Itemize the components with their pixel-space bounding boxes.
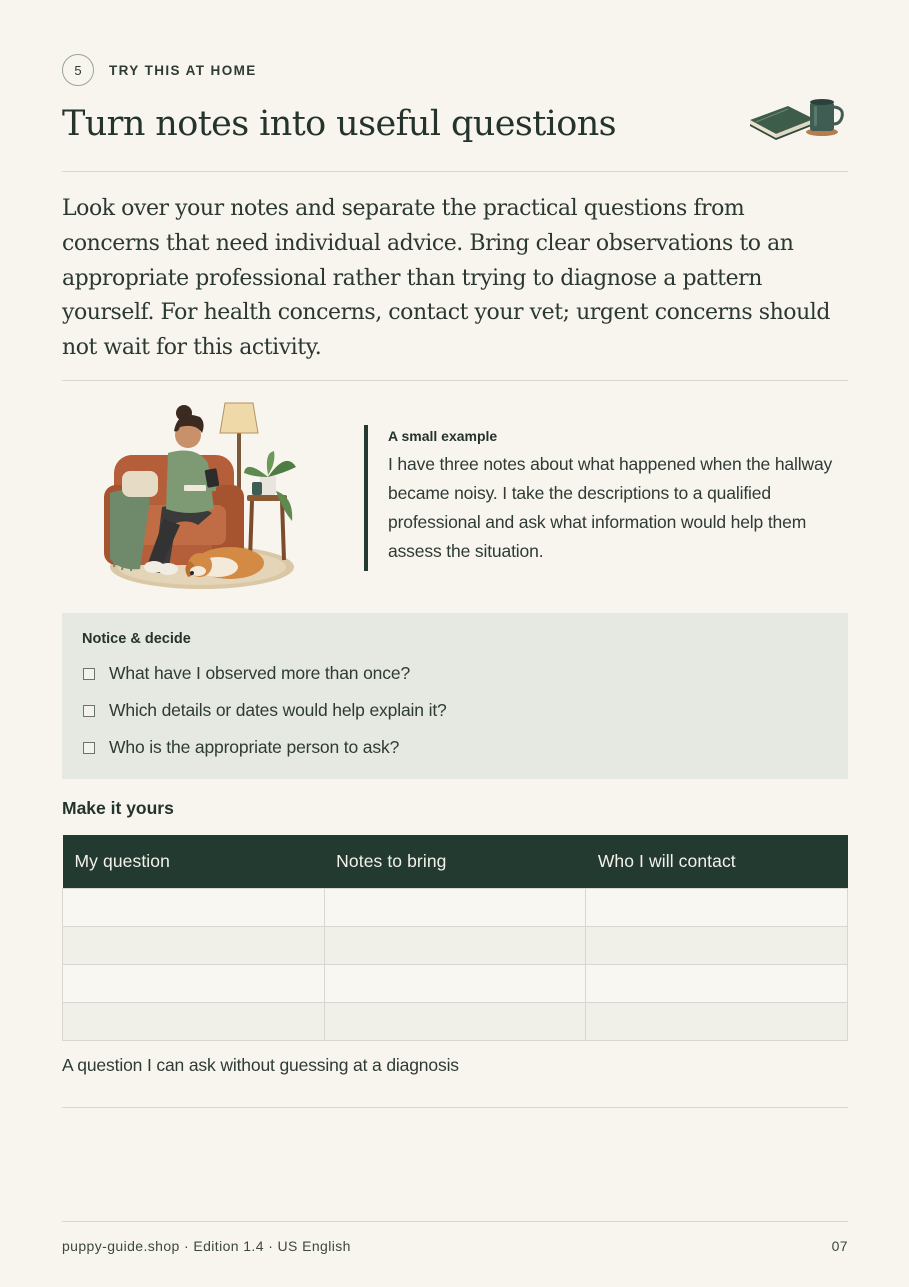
book-and-mug-icon [748,92,848,142]
table-cell[interactable] [586,965,848,1003]
notice-title: Notice & decide [82,631,191,647]
intro-paragraph: Look over your notes and separate the practical questions from concerns that need individual advice. Bring clear observations to an appropriate professional rather than trying to diagnose a pattern yourself. For health concerns, contact your vet; urgent concerns should not wait for this activity. [62,196,831,361]
table-cell[interactable] [324,1003,586,1041]
example-callout [364,425,834,571]
checkbox[interactable] [83,668,95,680]
table-cell[interactable] [586,927,848,965]
checkbox[interactable] [83,705,95,717]
example-title: A small example [388,428,498,444]
table-row [63,889,848,927]
footer-divider [62,1221,848,1222]
page-number: 07 [831,1238,848,1254]
checklist-item-label: Who is the appropriate person to ask? [109,737,400,757]
planning-table [62,835,848,1041]
checklist-item[interactable] [82,692,828,729]
section-header [62,54,257,86]
table-cell[interactable] [63,889,325,927]
column-header-question: My question [63,835,325,889]
table-cell[interactable] [63,927,325,965]
checklist-item[interactable] [82,655,828,692]
divider [62,171,848,172]
table-row [63,965,848,1003]
footer-source: puppy-guide.shop · Edition 1.4 · US English [62,1238,351,1254]
table-caption: A question I can ask without guessing at a diagnosis [62,1055,459,1075]
section-label: TRY THIS AT HOME [109,62,257,78]
table-cell[interactable] [324,927,586,965]
example-body: I have three notes about what happened when the hallway became noisy. I take the descriptions to a qualified professional and ask what information would help them assess the situation. [388,454,833,561]
table-cell[interactable] [586,1003,848,1041]
table-cell[interactable] [324,889,586,927]
table-cell[interactable] [63,965,325,1003]
table-cell[interactable] [63,1003,325,1041]
column-header-notes: Notes to bring [324,835,586,889]
worksheet-page [62,0,848,1287]
woman-reading-with-dog-illustration [102,395,302,600]
divider [62,1107,848,1108]
checkbox[interactable] [83,742,95,754]
table-header-row [63,835,848,889]
notice-panel [62,613,848,779]
step-number-badge: 5 [62,54,94,86]
make-it-yours-title: Make it yours [62,798,174,818]
checklist-item-label: What have I observed more than once? [109,663,411,683]
divider [62,380,848,381]
checklist-item-label: Which details or dates would help explain it? [109,700,447,720]
checklist-item[interactable] [82,729,828,766]
page-title: Turn notes into useful questions [62,104,617,144]
table-cell[interactable] [586,889,848,927]
table-cell[interactable] [324,965,586,1003]
column-header-contact: Who I will contact [586,835,848,889]
table-row [63,1003,848,1041]
table-row [63,927,848,965]
